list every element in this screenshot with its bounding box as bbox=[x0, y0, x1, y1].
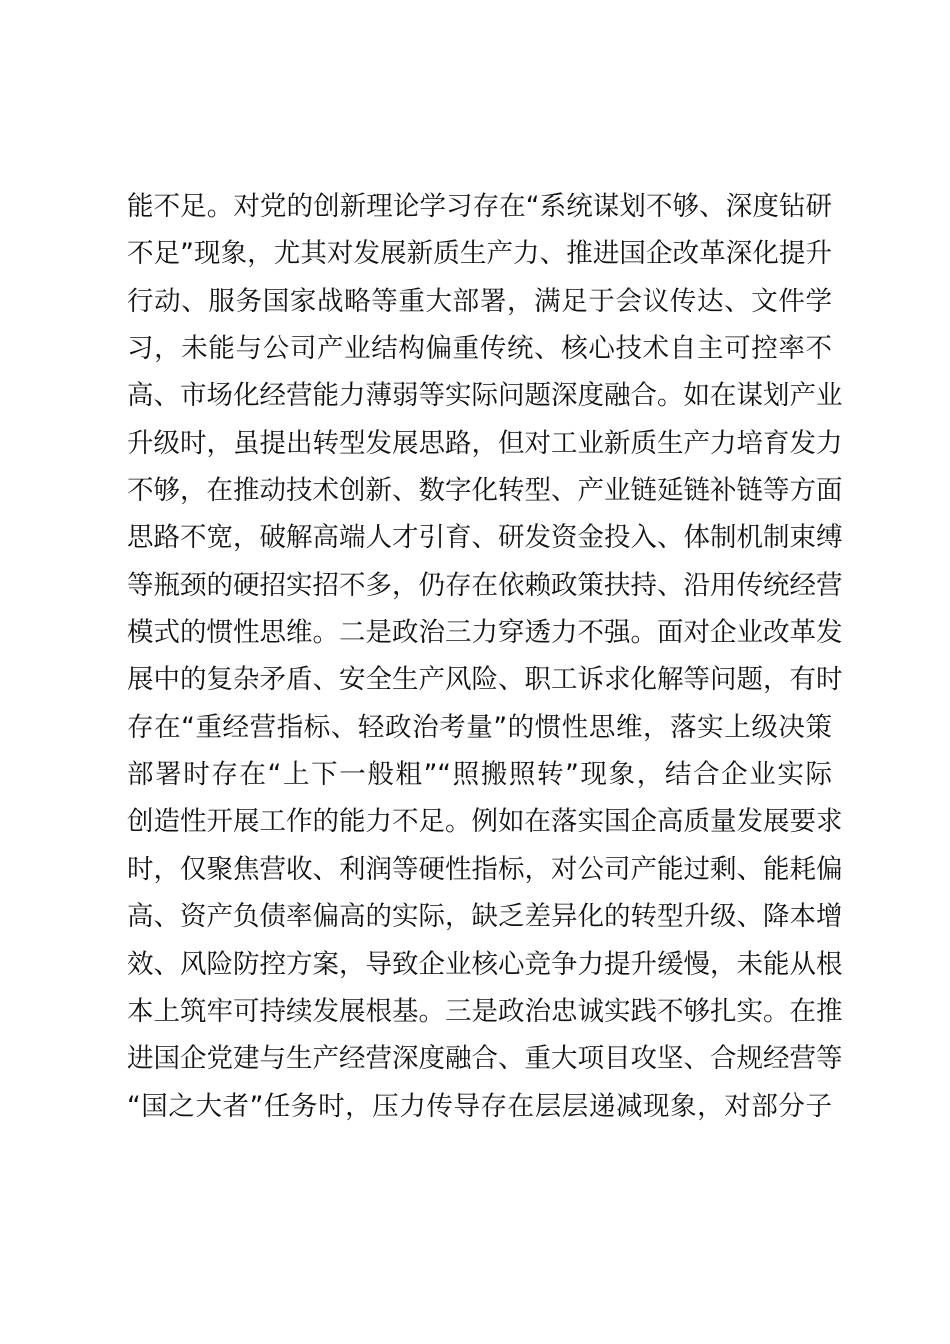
text-line-11: 展中的复杂矛盾、安全生产风险、职工诉求化解等问题，有时 bbox=[127, 664, 843, 696]
text-line-8: 思路不宽，破解高端人才引育、研发资金投入、体制机制束缚 bbox=[127, 522, 843, 554]
text-line-6: 升级时，虽提出转型发展思路，但对工业新质生产力培育发力 bbox=[127, 427, 843, 459]
text-line-2: 不足”现象，尤其对发展新质生产力、推进国企改革深化提升 bbox=[127, 238, 832, 270]
text-line-12: 存在“重经营指标、轻政治考量”的惯性思维，落实上级决策 bbox=[127, 711, 832, 743]
body-paragraph bbox=[127, 183, 843, 1130]
text-line-9: 等瓶颈的硬招实招不多，仍存在依赖政策扶持、沿用传统经营 bbox=[127, 569, 843, 601]
text-line-20: “国之大者”任务时，压力传导存在层层递减现象，对部分子 bbox=[127, 1090, 832, 1122]
text-line-3: 行动、服务国家战略等重大部署，满足于会议传达、文件学 bbox=[127, 285, 832, 317]
text-line-19: 进国企党建与生产经营深度融合、重大项目攻坚、合规经营等 bbox=[127, 1043, 843, 1075]
text-line-14: 创造性开展工作的能力不足。例如在落实国企高质量发展要求 bbox=[127, 806, 843, 838]
text-line-7: 不够，在推动技术创新、数字化转型、产业链延链补链等方面 bbox=[127, 475, 843, 507]
text-line-5: 高、市场化经营能力薄弱等实际问题深度融合。如在谋划产业 bbox=[127, 380, 843, 412]
text-line-17: 效、风险防控方案，导致企业核心竞争力提升缓慢，未能从根 bbox=[127, 948, 843, 980]
text-line-16: 高、资产负债率偏高的实际，缺乏差异化的转型升级、降本增 bbox=[127, 901, 843, 933]
text-line-18: 本上筑牢可持续发展根基。三是政治忠诚实践不够扎实。在推 bbox=[127, 995, 843, 1027]
text-line-1: 能不足。对党的创新理论学习存在“系统谋划不够、深度钻研 bbox=[127, 191, 832, 222]
text-line-10: 模式的惯性思维。二是政治三力穿透力不强。面对企业改革发 bbox=[127, 617, 843, 649]
text-line-15: 时，仅聚焦营收、利润等硬性指标，对公司产能过剩、能耗偏 bbox=[127, 853, 843, 885]
text-line-13: 部署时存在“上下一般粗”“照搬照转”现象，结合企业实际 bbox=[127, 759, 832, 791]
text-line-4: 习，未能与公司产业结构偏重传统、核心技术自主可控率不 bbox=[127, 333, 832, 365]
